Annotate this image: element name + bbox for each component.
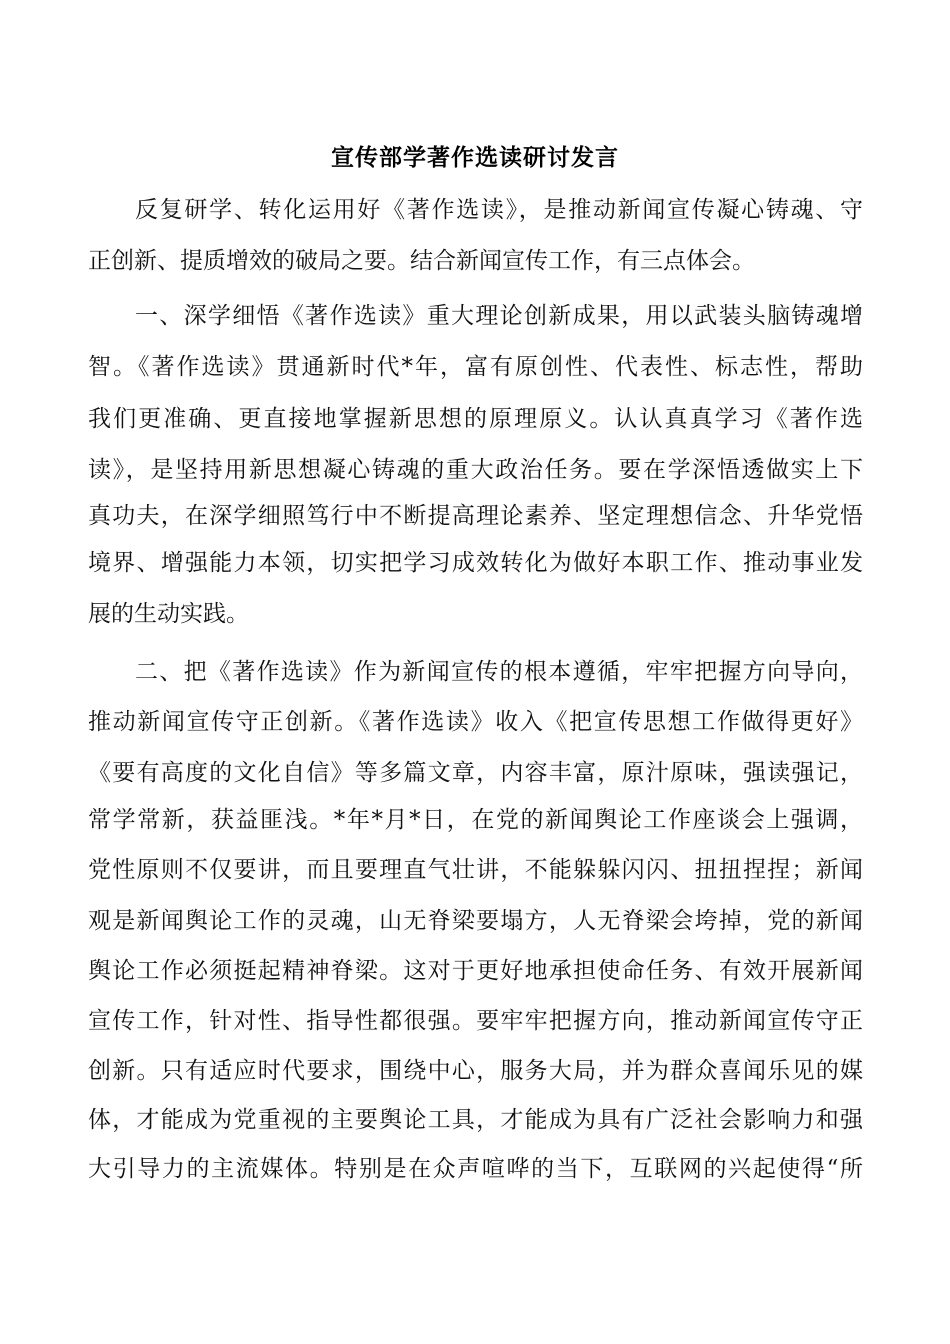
paragraph-3-line-5: 党性原则不仅要讲，而且要理直气壮讲，不能躲躲闪闪、扭扭捏捏；新闻: [88, 857, 863, 883]
paragraph-1-line-1: 反复研学、转化运用好《著作选读》，是推动新闻宣传凝心铸魂、守: [135, 197, 863, 223]
paragraph-3-line-6: 观是新闻舆论工作的灵魂，山无脊梁要塌方，人无脊梁会垮掉，党的新闻: [88, 908, 863, 934]
paragraph-2-line-3: 我们更准确、更直接地掌握新思想的原理原义。认认真真学习《著作选: [88, 406, 863, 432]
paragraph-3-line-3: 《要有高度的文化自信》等多篇文章，内容丰富，原汁原味，强读强记，: [88, 760, 863, 786]
paragraph-2-line-6: 境界、增强能力本领，切实把学习成效转化为做好本职工作、推动事业发: [88, 550, 863, 576]
paragraph-3-line-7: 舆论工作必须挺起精神脊梁。这对于更好地承担使命任务、有效开展新闻: [88, 958, 863, 984]
paragraph-2-line-5: 真功夫，在深学细照笃行中不断提高理论素养、坚定理想信念、升华党悟: [88, 503, 863, 529]
paragraph-3-line-8: 宣传工作，针对性、指导性都很强。要牢牢把握方向，推动新闻宣传守正: [88, 1008, 863, 1034]
document-title: 宣传部学著作选读研讨发言: [331, 144, 619, 171]
paragraph-1-line-2: 正创新、提质增效的破局之要。结合新闻宣传工作，有三点体会。: [88, 248, 755, 274]
paragraph-2-line-1: 一、深学细悟《著作选读》重大理论创新成果，用以武装头脑铸魂增: [135, 303, 863, 329]
paragraph-3-line-1: 二、把《著作选读》作为新闻宣传的根本遵循，牢牢把握方向导向，: [135, 659, 863, 685]
paragraph-3-line-11: 大引导力的主流媒体。特别是在众声喧哗的当下，互联网的兴起使得“所: [88, 1156, 863, 1182]
paragraph-3-line-4: 常学常新，获益匪浅。*年*月*日，在党的新闻舆论工作座谈会上强调，: [88, 807, 863, 833]
paragraph-3-line-10: 体，才能成为党重视的主要舆论工具，才能成为具有广泛社会影响力和强: [88, 1107, 863, 1133]
paragraph-2-line-2: 智。《著作选读》贯通新时代*年，富有原创性、代表性、标志性，帮助: [88, 354, 863, 380]
paragraph-2-line-7: 展的生动实践。: [88, 601, 249, 627]
paragraph-3-line-2: 推动新闻宣传守正创新。《著作选读》收入《把宣传思想工作做得更好》: [88, 709, 863, 735]
paragraph-2-line-4: 读》，是坚持用新思想凝心铸魂的重大政治任务。要在学深悟透做实上下: [88, 457, 863, 483]
paragraph-3-line-9: 创新。只有适应时代要求，围绕中心，服务大局，并为群众喜闻乐见的媒: [88, 1058, 863, 1084]
